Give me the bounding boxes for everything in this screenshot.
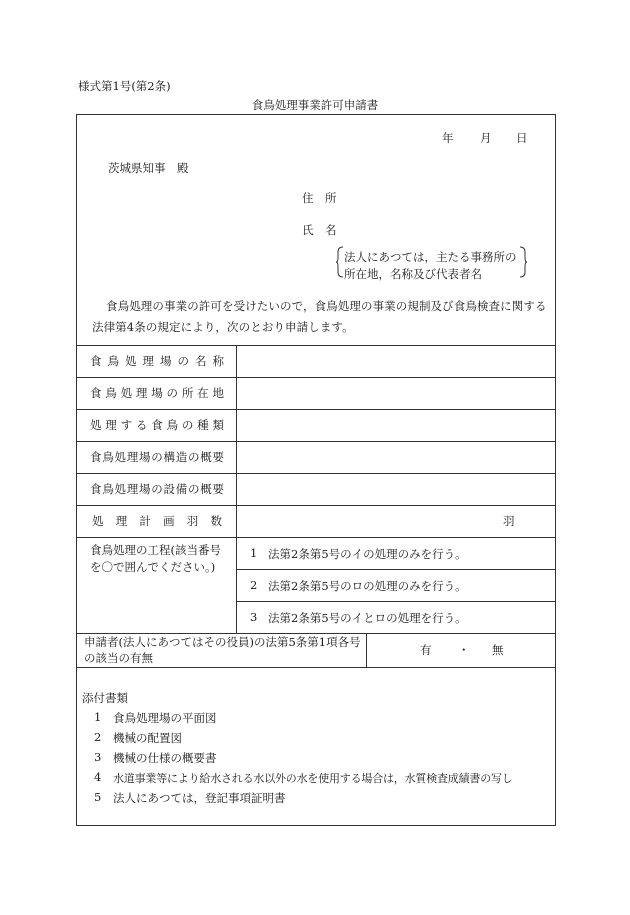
corporate-note-line1: 法人にあつては，主たる事務所の: [344, 250, 517, 264]
table-top-border: [76, 345, 556, 346]
form-number: 様式第1号(第2条): [78, 79, 171, 93]
column-divider: [366, 633, 367, 667]
process-option-3-number: 3: [250, 610, 258, 624]
disqualification-no: 無: [492, 643, 504, 657]
request-statement: 食鳥処理の事業の許可を受けたいので，食鳥処理の事業の規制及び食鳥検査に関する法律第4条の規定により，次のとおり申請します。: [92, 299, 547, 334]
row-divider: [76, 537, 556, 538]
disqualification-yes: 有: [420, 643, 432, 657]
label-structure-summary: 食鳥処理場の構造の概要: [90, 450, 224, 464]
process-option-2-number: 2: [250, 578, 258, 592]
attachment-number: 4: [94, 770, 102, 784]
table-bottom-border: [76, 667, 556, 668]
attachment-item: 法人にあつては，登記事項証明書: [113, 791, 286, 805]
addressee: 茨城県知事 殿: [108, 161, 189, 175]
attachments-title: 添付書類: [82, 691, 128, 705]
attachment-item: 食鳥処理場の平面図: [113, 711, 217, 725]
attachment-number: 3: [94, 750, 102, 764]
label-planned-bird-count: 処理計画羽数: [92, 514, 222, 528]
label-facility-location: 食鳥処理場の所在地: [90, 386, 224, 400]
name-label: 氏 名: [302, 223, 337, 237]
column-divider: [236, 345, 237, 633]
label-equipment-summary: 食鳥処理場の設備の概要: [90, 482, 224, 496]
row-divider: [76, 409, 556, 410]
attachment-number: 1: [94, 710, 102, 724]
process-option-3-text: 法第2条第5号のイとロの処理を行う。: [268, 611, 467, 625]
process-option-2-text: 法第2条第5号のロの処理のみを行う。: [268, 579, 467, 593]
label-processing-steps: 食鳥処理の工程(該当番号を〇で囲んでください。): [90, 543, 221, 574]
corporate-note-line2: 所在地，名称及び代表者名: [344, 267, 482, 281]
row-divider: [76, 441, 556, 442]
document-title: 食鳥処理事業許可申請書: [251, 98, 379, 112]
disqualification-separator: ・: [458, 643, 470, 657]
label-facility-name: 食鳥処理場の名称: [90, 354, 224, 368]
address-label: 住 所: [302, 191, 337, 205]
bird-count-unit: 羽: [503, 514, 515, 528]
attachment-item: 機械の仕様の概要書: [113, 751, 217, 765]
row-divider: [76, 377, 556, 378]
date-year: 年: [442, 131, 454, 145]
label-disqualification: 申請者(法人にあつてはその役員)の法第5条第1項各号の該当の有無: [84, 635, 361, 665]
option-divider: [236, 569, 556, 570]
date-day: 日: [516, 131, 528, 145]
process-option-1-text: 法第2条第5号のイの処理のみを行う。: [268, 547, 467, 561]
label-poultry-type: 処理する食鳥の種類: [90, 418, 224, 432]
attachment-number: 2: [94, 730, 102, 744]
attachment-number: 5: [94, 790, 102, 804]
attachment-item: 水道事業等により給水される水以外の水を使用する場合は，水質検査成績書の写し: [113, 772, 513, 785]
date-month: 月: [480, 131, 492, 145]
row-divider: [76, 473, 556, 474]
process-option-1-number: 1: [250, 546, 258, 560]
row-divider: [76, 505, 556, 506]
attachment-item: 機械の配置図: [113, 731, 182, 745]
option-divider: [236, 601, 556, 602]
